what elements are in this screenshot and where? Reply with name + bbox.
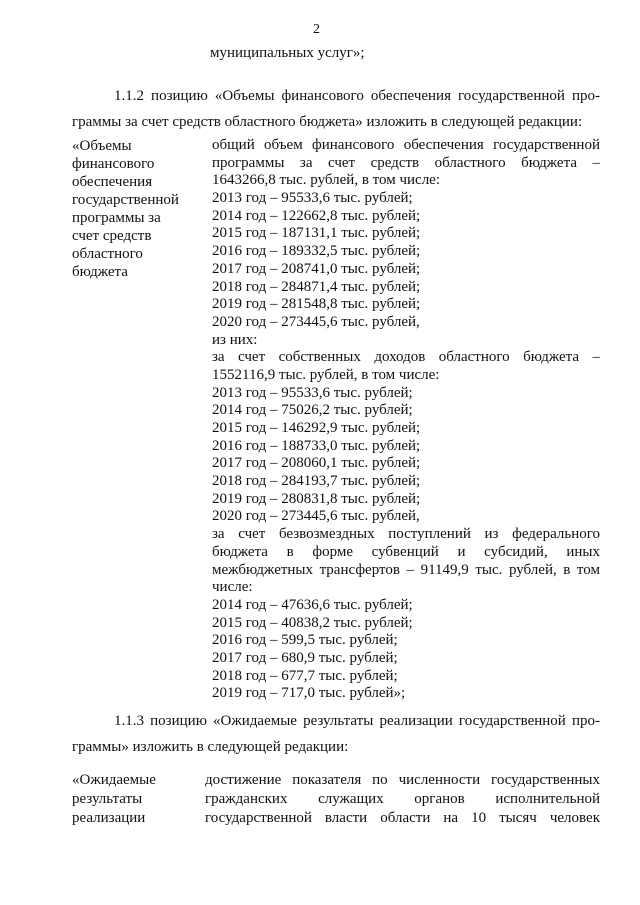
funding-line: 2020 год – 273445,6 тыс. рублей, (212, 508, 420, 525)
funding-line: 2015 год – 146292,9 тыс. рублей; (212, 420, 421, 436)
funding-line: межбюджетных трансфертов – 91149,9 тыс. рублей, в том (212, 561, 600, 578)
label-line: результаты (72, 791, 143, 807)
label-line: государственной (72, 192, 179, 208)
funding-line: 2018 год – 284193,7 тыс. рублей; (212, 473, 421, 490)
funding-line: 1552116,9 тыс. рублей, в том числе: (212, 366, 440, 383)
label-line: счет средств (72, 228, 152, 244)
funding-label-column (72, 137, 202, 281)
paragraph-line: 1.1.3 позицию «Ожидаемые результаты реализации государственной про- (114, 713, 600, 729)
funding-line: 2018 год – 677,7 тыс. рублей; (212, 667, 398, 684)
funding-line: общий объем финансового обеспечения государственной (212, 137, 600, 153)
funding-line: 2017 год – 208741,0 тыс. рублей; (212, 260, 421, 277)
funding-line: 2014 год – 75026,2 тыс. рублей; (212, 402, 413, 419)
funding-line: 2014 год – 122662,8 тыс. рублей; (212, 207, 421, 224)
results-line: достижение показателя по численности государственных (205, 772, 600, 788)
label-line: бюджета (72, 264, 128, 280)
results-line: государственной власти области на 10 тысяч человек (205, 810, 600, 826)
paragraph-1-1-2 (72, 83, 600, 135)
funding-line: 2016 год – 599,5 тыс. рублей; (212, 632, 398, 649)
continuation-line: муниципальных услуг»; (210, 45, 365, 61)
paragraph-line: граммы» изложить в следующей редакции: (72, 739, 349, 755)
label-line: областного (72, 246, 143, 262)
funding-line: за счет безвозмездных поступлений из федерального (212, 526, 600, 543)
results-line: гражданских служащих органов исполнительной (205, 791, 600, 807)
funding-line: 2018 год – 284871,4 тыс. рублей; (212, 278, 421, 295)
funding-line: 2017 год – 680,9 тыс. рублей; (212, 649, 398, 666)
funding-line: 1643266,8 тыс. рублей, в том числе: (212, 172, 441, 189)
funding-line: 2017 год – 208060,1 тыс. рублей; (212, 455, 421, 472)
funding-line: за счет собственных доходов областного бюджета – (212, 349, 600, 366)
funding-line: 2019 год – 717,0 тыс. рублей»; (212, 685, 406, 702)
funding-line: 2014 год – 47636,6 тыс. рублей; (212, 596, 413, 613)
funding-line: числе: (212, 579, 253, 596)
label-line: финансового (72, 156, 155, 172)
funding-line: 2019 год – 281548,8 тыс. рублей; (212, 296, 421, 313)
funding-line: 2015 год – 187131,1 тыс. рублей; (212, 225, 421, 242)
funding-line: бюджета в форме субвенций и субсидий, иных (212, 543, 600, 560)
label-line: программы за (72, 210, 161, 226)
label-line: «Объемы (72, 138, 132, 154)
page-number: 2 (313, 22, 320, 37)
funding-line: 2013 год – 95533,6 тыс. рублей; (212, 384, 413, 401)
label-line: обеспечения (72, 174, 153, 190)
funding-line: 2015 год – 40838,2 тыс. рублей; (212, 614, 413, 631)
funding-line: 2019 год – 280831,8 тыс. рублей; (212, 490, 421, 507)
funding-line: из них: (212, 331, 258, 348)
paragraph-1-1-3 (72, 708, 600, 760)
funding-values-column (212, 137, 600, 703)
paragraph-line: 1.1.2 позицию «Объемы финансового обеспечения государственной про- (114, 88, 600, 104)
funding-line: 2013 год – 95533,6 тыс. рублей; (212, 190, 413, 207)
funding-line: 2016 год – 189332,5 тыс. рублей; (212, 243, 421, 260)
funding-line: 2016 год – 188733,0 тыс. рублей; (212, 437, 421, 454)
paragraph-line: граммы за счет средств областного бюджета» изложить в следующей редакции: (72, 114, 583, 130)
label-line: реализации (72, 810, 146, 826)
label-line: «Ожидаемые (72, 772, 156, 788)
funding-line: программы за счет средств областного бюджета – (212, 154, 600, 171)
funding-line: 2020 год – 273445,6 тыс. рублей, (212, 313, 420, 330)
results-values-column (205, 771, 600, 828)
results-label-column (72, 771, 192, 828)
